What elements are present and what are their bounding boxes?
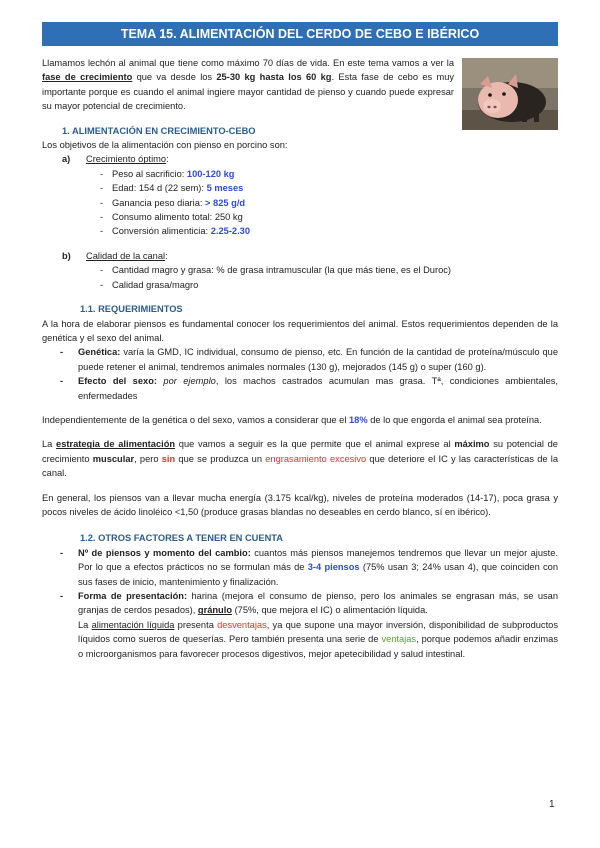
liquid-feed-paragraph: La alimentación líquida presenta desventajas, ya que supone una mayor inversión, disponibilidad de subproductos líquidos como sueros de queserías. Pero también presenta una serie de ventajas, porque podemos añadir enzimas o microorganismos para favorecer procesos digestivos, mejor apetecibilidad y salud intestinal. [78, 619, 558, 659]
list-item: - Conversión alimenticia: 2.25-2.30 [100, 224, 558, 238]
requirements-list [42, 345, 558, 403]
page-title-banner [42, 22, 558, 46]
list-item: - Ganancia peso diaria: > 825 g/d [100, 196, 558, 210]
section-heading-1-1: 1.1. REQUERIMIENTOS [80, 304, 183, 315]
factors-list [42, 546, 558, 618]
list-item: - Peso al sacrificio: 100-120 kg [100, 167, 558, 181]
objectives-lead: Los objetivos de la alimentación con pienso en porcino son: [42, 140, 288, 151]
list-item: - Edad: 154 d (22 sem): 5 meses [100, 181, 558, 195]
requirements-paragraph: A la hora de elaborar piensos es fundamental conocer los requerimientos del animal. Estos requerimientos dependen de la genética y el sexo del animal. [42, 318, 558, 343]
objective-a: a) Crecimiento óptimo: [62, 154, 169, 165]
list-item: - Nº de piensos y momento del cambio: cuantos más piensos manejemos tendremos que llevar un mejor ajuste. Por lo que a efectos prácticos no se formulan más de 3-4 piensos (75% usan 3; 24% usan 4), que coinciden con sus fases de inicio, mantenimiento y finalización. [78, 546, 558, 589]
list-item: - Consumo alimento total: 250 kg [100, 210, 558, 224]
carcass-list [42, 263, 558, 292]
strategy-paragraph: La estrategia de alimentación que vamos a seguir es la que permite que el animal exprese al máximo su potencial de crecimiento muscular, pero sin que se produzca un engrasamiento excesivo que deteriore el IC y las características de la canal. [42, 439, 558, 479]
list-item: - Efecto del sexo: por ejemplo, los machos castrados acumulan mas grasa. Tª, condiciones ambientales, enfermedades [78, 374, 558, 403]
list-item: - Genética: varía la GMD, IC individual, consumo de pienso, etc. En función de la cantidad de proteína/músculo que puede retener el animal, tendremos animales normales (130 g), mejorados (145 g) o super (160 g). [78, 345, 558, 374]
growth-list [42, 167, 558, 239]
section-heading-1: 1. ALIMENTACIÓN EN CRECIMIENTO-CEBO [62, 125, 256, 136]
energy-paragraph: En general, los piensos van a llevar mucha energía (3.175 kcal/kg), niveles de proteína moderados (14-17), poca grasa y pocos niveles de ácido linoléico <1,50 (produce grasas blandas no deseables en cerdo blanco, sí en ibérico). [42, 492, 558, 517]
protein-paragraph: Independientemente de la genética o del sexo, vamos a considerar que el 18% de lo que engorda el animal sea proteína. [42, 414, 542, 425]
list-item: - Forma de presentación: harina (mejora el consumo de pienso, pero los animales se engrasan más, se usan granjas de cerdos pesados), gránulo (75%, que mejora el IC) o alimentación líquida. [78, 589, 558, 618]
intro-paragraph: Llamamos lechón al animal que tiene como máximo 70 días de vida. En este tema vamos a ver la fase de crecimiento que va desde los 25-30 kg hasta los 60 kg. Esta fase de cebo es muy importante porque es cuando el animal ingiere mayor cantidad de pienso y cuando puede expresar su mayor potencial de crecimiento. [42, 58, 455, 112]
section-heading-1-2: 1.2. OTROS FACTORES A TENER EN CUENTA [80, 533, 284, 544]
page-number: 1 [549, 799, 555, 810]
objective-b: b) Calidad de la canal: [62, 250, 168, 261]
page-title: TEMA 15. ALIMENTACIÓN DEL CERDO DE CEBO E IBÉRICO [120, 27, 480, 41]
list-item: - Cantidad magro y grasa: % de grasa intramuscular (la que más tiene, es el Duroc) [100, 263, 558, 277]
list-item: - Calidad grasa/magro [100, 278, 558, 292]
